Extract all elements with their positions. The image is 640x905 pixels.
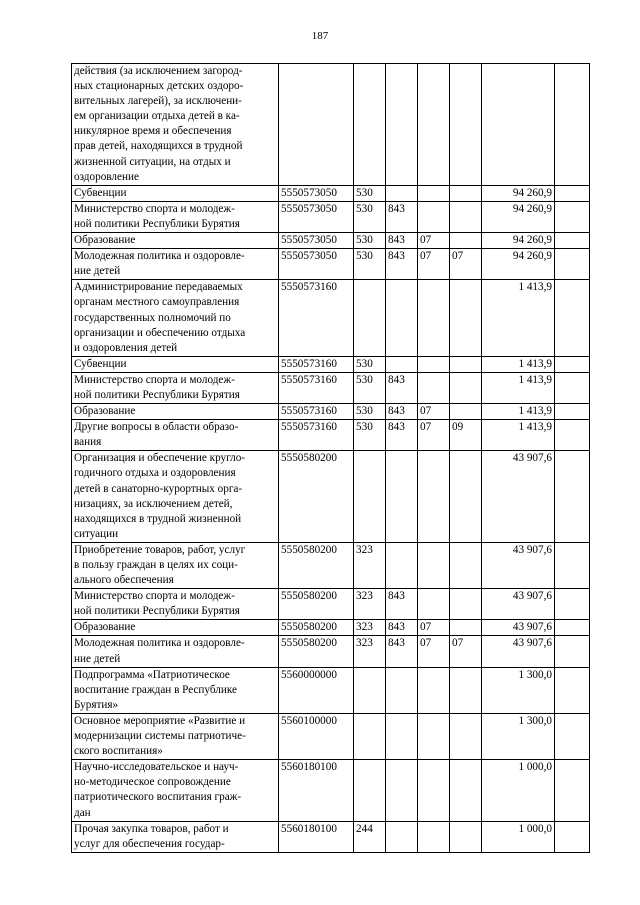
expense-type-cell <box>354 713 386 759</box>
section-cell <box>418 667 450 713</box>
row-name-line: ского воспитания» <box>74 745 163 758</box>
sum-cell: 1 300,0 <box>482 667 555 713</box>
empty-cell <box>555 420 590 451</box>
expense-type-cell <box>354 280 386 356</box>
sum-cell: 43 907,6 <box>482 542 555 588</box>
row-name-line: Образование <box>74 621 136 634</box>
ministry-cell <box>386 185 418 201</box>
subsection-cell: 07 <box>450 249 482 280</box>
row-name-cell <box>72 451 279 543</box>
table-row <box>72 185 590 201</box>
row-name-line: ние детей <box>74 652 121 665</box>
row-name-line: вания <box>74 436 102 449</box>
row-name-line: низациях, за исключением детей, <box>74 497 233 510</box>
subsection-cell <box>450 372 482 403</box>
row-name-line: и оздоровления детей <box>74 341 178 354</box>
subsection-cell <box>450 821 482 852</box>
row-name-line: ной политики Республики Бурятия <box>74 605 240 618</box>
section-cell <box>418 356 450 372</box>
subsection-cell <box>450 64 482 186</box>
row-name-line: Субвенции <box>74 186 127 199</box>
ministry-cell: 843 <box>386 201 418 232</box>
table-row <box>72 280 590 356</box>
subsection-cell <box>450 667 482 713</box>
row-name-cell <box>72 821 279 852</box>
section-cell <box>418 821 450 852</box>
ministry-cell: 843 <box>386 420 418 451</box>
sum-cell: 1 413,9 <box>482 372 555 403</box>
row-name-line: Бурятия» <box>74 698 119 711</box>
table-row <box>72 404 590 420</box>
expense-type-cell: 530 <box>354 404 386 420</box>
row-name-cell <box>72 420 279 451</box>
row-name-line: Прочая закупка товаров, работ и <box>74 822 229 835</box>
expense-type-cell: 530 <box>354 356 386 372</box>
section-cell <box>418 760 450 821</box>
sum-cell: 94 260,9 <box>482 185 555 201</box>
code-cell: 5560180100 <box>279 821 354 852</box>
expense-type-cell: 530 <box>354 185 386 201</box>
row-name-line: Образование <box>74 405 136 418</box>
expense-type-cell: 530 <box>354 249 386 280</box>
sum-cell: 43 907,6 <box>482 589 555 620</box>
section-cell: 07 <box>418 404 450 420</box>
subsection-cell: 07 <box>450 636 482 667</box>
code-cell <box>279 64 354 186</box>
empty-cell <box>555 201 590 232</box>
table-row <box>72 233 590 249</box>
empty-cell <box>555 667 590 713</box>
sum-cell <box>482 64 555 186</box>
expense-type-cell: 530 <box>354 372 386 403</box>
row-name-line: Организация и обеспечение кругло- <box>74 452 246 465</box>
row-name-line: прав детей, находящихся в трудной <box>74 140 243 153</box>
row-name-line: Министерство спорта и молодеж- <box>74 373 235 386</box>
sum-cell: 1 000,0 <box>482 821 555 852</box>
sum-cell: 43 907,6 <box>482 620 555 636</box>
section-cell <box>418 64 450 186</box>
sum-cell: 1 300,0 <box>482 713 555 759</box>
ministry-cell <box>386 356 418 372</box>
code-cell: 5550580200 <box>279 620 354 636</box>
row-name-line: ной политики Республики Бурятия <box>74 217 240 230</box>
row-name-line: вительных лагерей), за исключени- <box>74 95 242 108</box>
row-name-line: услуг для обеспечения государ- <box>74 837 225 850</box>
row-name-cell <box>72 404 279 420</box>
ministry-cell: 843 <box>386 636 418 667</box>
table-row <box>72 249 590 280</box>
table-row <box>72 201 590 232</box>
row-name-cell <box>72 280 279 356</box>
code-cell: 5550573050 <box>279 201 354 232</box>
table-row <box>72 821 590 852</box>
table-row <box>72 356 590 372</box>
table-row <box>72 589 590 620</box>
row-name-cell <box>72 713 279 759</box>
row-name-cell <box>72 667 279 713</box>
row-name-line: Научно-исследовательское и науч- <box>74 761 239 774</box>
row-name-line: жизненной ситуации, на отдых и <box>74 155 231 168</box>
ministry-cell <box>386 821 418 852</box>
ministry-cell <box>386 542 418 588</box>
code-cell: 5550573050 <box>279 233 354 249</box>
budget-table <box>71 63 590 853</box>
empty-cell <box>555 760 590 821</box>
ministry-cell: 843 <box>386 249 418 280</box>
expense-type-cell: 323 <box>354 636 386 667</box>
row-name-line: Другие вопросы в области образо- <box>74 421 239 434</box>
subsection-cell <box>450 713 482 759</box>
row-name-line: Подпрограмма «Патриотическое <box>74 668 230 681</box>
row-name-line: Приобретение товаров, работ, услуг <box>74 543 246 556</box>
row-name-line: Молодежная политика и оздоровле- <box>74 637 245 650</box>
expense-type-cell: 323 <box>354 620 386 636</box>
code-cell: 5550573160 <box>279 356 354 372</box>
subsection-cell <box>450 201 482 232</box>
row-name-cell <box>72 356 279 372</box>
subsection-cell: 09 <box>450 420 482 451</box>
section-cell: 07 <box>418 249 450 280</box>
table-row <box>72 636 590 667</box>
empty-cell <box>555 821 590 852</box>
ministry-cell: 843 <box>386 589 418 620</box>
code-cell: 5550573160 <box>279 372 354 403</box>
ministry-cell <box>386 667 418 713</box>
row-name-cell <box>72 542 279 588</box>
row-name-cell <box>72 233 279 249</box>
page-number: 187 <box>311 30 329 42</box>
code-cell: 5560180100 <box>279 760 354 821</box>
row-name-line: Образование <box>74 234 136 247</box>
row-name-line: ального обеспечения <box>74 574 174 587</box>
table-row <box>72 372 590 403</box>
row-name-cell <box>72 589 279 620</box>
empty-cell <box>555 64 590 186</box>
table-row <box>72 420 590 451</box>
section-cell <box>418 280 450 356</box>
row-name-line: ной политики Республики Бурятия <box>74 388 240 401</box>
empty-cell <box>555 404 590 420</box>
row-name-line: модернизации системы патриотиче- <box>74 730 246 743</box>
expense-type-cell: 530 <box>354 420 386 451</box>
table-row <box>72 451 590 543</box>
row-name-line: Молодежная политика и оздоровле- <box>74 250 245 263</box>
ministry-cell: 843 <box>386 404 418 420</box>
expense-type-cell: 323 <box>354 589 386 620</box>
sum-cell: 1 000,0 <box>482 760 555 821</box>
expense-type-cell <box>354 64 386 186</box>
sum-cell: 43 907,6 <box>482 451 555 543</box>
subsection-cell <box>450 404 482 420</box>
row-name-line: дан <box>74 806 91 819</box>
sum-cell: 94 260,9 <box>482 249 555 280</box>
table-row <box>72 713 590 759</box>
sum-cell: 1 413,9 <box>482 420 555 451</box>
section-cell <box>418 372 450 403</box>
expense-type-cell: 530 <box>354 233 386 249</box>
row-name-cell <box>72 64 279 186</box>
empty-cell <box>555 636 590 667</box>
section-cell <box>418 589 450 620</box>
subsection-cell <box>450 185 482 201</box>
row-name-line: детей в санаторно-курортных орга- <box>74 482 243 495</box>
empty-cell <box>555 280 590 356</box>
empty-cell <box>555 185 590 201</box>
row-name-line: действия (за исключением загород- <box>74 65 243 77</box>
ministry-cell <box>386 64 418 186</box>
section-cell: 07 <box>418 620 450 636</box>
section-cell <box>418 201 450 232</box>
subsection-cell <box>450 451 482 543</box>
ministry-cell <box>386 713 418 759</box>
empty-cell <box>555 356 590 372</box>
row-name-cell <box>72 636 279 667</box>
row-name-line: органам местного самоуправления <box>74 296 240 309</box>
code-cell: 5550580200 <box>279 451 354 543</box>
subsection-cell <box>450 356 482 372</box>
ministry-cell <box>386 280 418 356</box>
row-name-cell <box>72 201 279 232</box>
row-name-line: Администрирование передаваемых <box>74 281 243 294</box>
row-name-cell <box>72 372 279 403</box>
row-name-line: оздоровление <box>74 170 139 183</box>
sum-cell: 1 413,9 <box>482 356 555 372</box>
row-name-cell <box>72 760 279 821</box>
ministry-cell: 843 <box>386 620 418 636</box>
row-name-line: находящихся в трудной жизненной <box>74 512 242 525</box>
empty-cell <box>555 372 590 403</box>
empty-cell <box>555 713 590 759</box>
subsection-cell <box>450 542 482 588</box>
ministry-cell: 843 <box>386 233 418 249</box>
code-cell: 5550580200 <box>279 636 354 667</box>
row-name-line: организации и обеспечению отдыха <box>74 326 246 339</box>
section-cell: 07 <box>418 420 450 451</box>
row-name-line: Основное мероприятие «Развитие и <box>74 714 246 727</box>
row-name-line: патриотического воспитания граж- <box>74 791 242 804</box>
section-cell <box>418 542 450 588</box>
expense-type-cell <box>354 451 386 543</box>
table-row <box>72 620 590 636</box>
subsection-cell <box>450 280 482 356</box>
ministry-cell <box>386 451 418 543</box>
row-name-line: Субвенции <box>74 357 127 370</box>
row-name-cell <box>72 620 279 636</box>
table-row <box>72 542 590 588</box>
expense-type-cell <box>354 760 386 821</box>
expense-type-cell: 323 <box>354 542 386 588</box>
expense-type-cell: 244 <box>354 821 386 852</box>
code-cell: 5550573160 <box>279 420 354 451</box>
row-name-line: Министерство спорта и молодеж- <box>74 590 235 603</box>
section-cell: 07 <box>418 233 450 249</box>
table-row <box>72 760 590 821</box>
empty-cell <box>555 542 590 588</box>
empty-cell <box>555 249 590 280</box>
code-cell: 5550573050 <box>279 249 354 280</box>
sum-cell: 1 413,9 <box>482 404 555 420</box>
row-name-line: годичного отдыха и оздоровления <box>74 467 236 480</box>
empty-cell <box>555 451 590 543</box>
ministry-cell <box>386 760 418 821</box>
subsection-cell <box>450 589 482 620</box>
ministry-cell: 843 <box>386 372 418 403</box>
expense-type-cell <box>354 667 386 713</box>
row-name-cell <box>72 185 279 201</box>
sum-cell: 43 907,6 <box>482 636 555 667</box>
subsection-cell <box>450 233 482 249</box>
budget-table-body <box>72 64 590 853</box>
row-name-line: ем организации отдыха детей в ка- <box>74 110 240 123</box>
sum-cell: 94 260,9 <box>482 233 555 249</box>
table-row <box>72 667 590 713</box>
section-cell <box>418 185 450 201</box>
section-cell <box>418 451 450 543</box>
code-cell: 5550580200 <box>279 589 354 620</box>
expense-type-cell: 530 <box>354 201 386 232</box>
subsection-cell <box>450 620 482 636</box>
code-cell: 5550573160 <box>279 280 354 356</box>
table-row <box>72 64 590 186</box>
code-cell: 5550573050 <box>279 185 354 201</box>
code-cell: 5550580200 <box>279 542 354 588</box>
row-name-line: но-методическое сопровождение <box>74 776 231 789</box>
code-cell: 5560000000 <box>279 667 354 713</box>
empty-cell <box>555 233 590 249</box>
section-cell <box>418 713 450 759</box>
row-name-line: ных стационарных детских оздоро- <box>74 80 244 93</box>
empty-cell <box>555 589 590 620</box>
sum-cell: 94 260,9 <box>482 201 555 232</box>
sum-cell: 1 413,9 <box>482 280 555 356</box>
code-cell: 5560100000 <box>279 713 354 759</box>
row-name-line: государственных полномочий по <box>74 311 231 324</box>
row-name-line: ситуации <box>74 527 119 540</box>
row-name-line: в пользу граждан в целях их соци- <box>74 559 238 571</box>
row-name-line: воспитание граждан в Республике <box>74 683 237 696</box>
code-cell: 5550573160 <box>279 404 354 420</box>
row-name-line: никулярное время и обеспечения <box>74 125 232 138</box>
row-name-line: ние детей <box>74 265 121 278</box>
row-name-line: Министерство спорта и молодеж- <box>74 202 235 215</box>
section-cell: 07 <box>418 636 450 667</box>
row-name-cell <box>72 249 279 280</box>
empty-cell <box>555 620 590 636</box>
subsection-cell <box>450 760 482 821</box>
